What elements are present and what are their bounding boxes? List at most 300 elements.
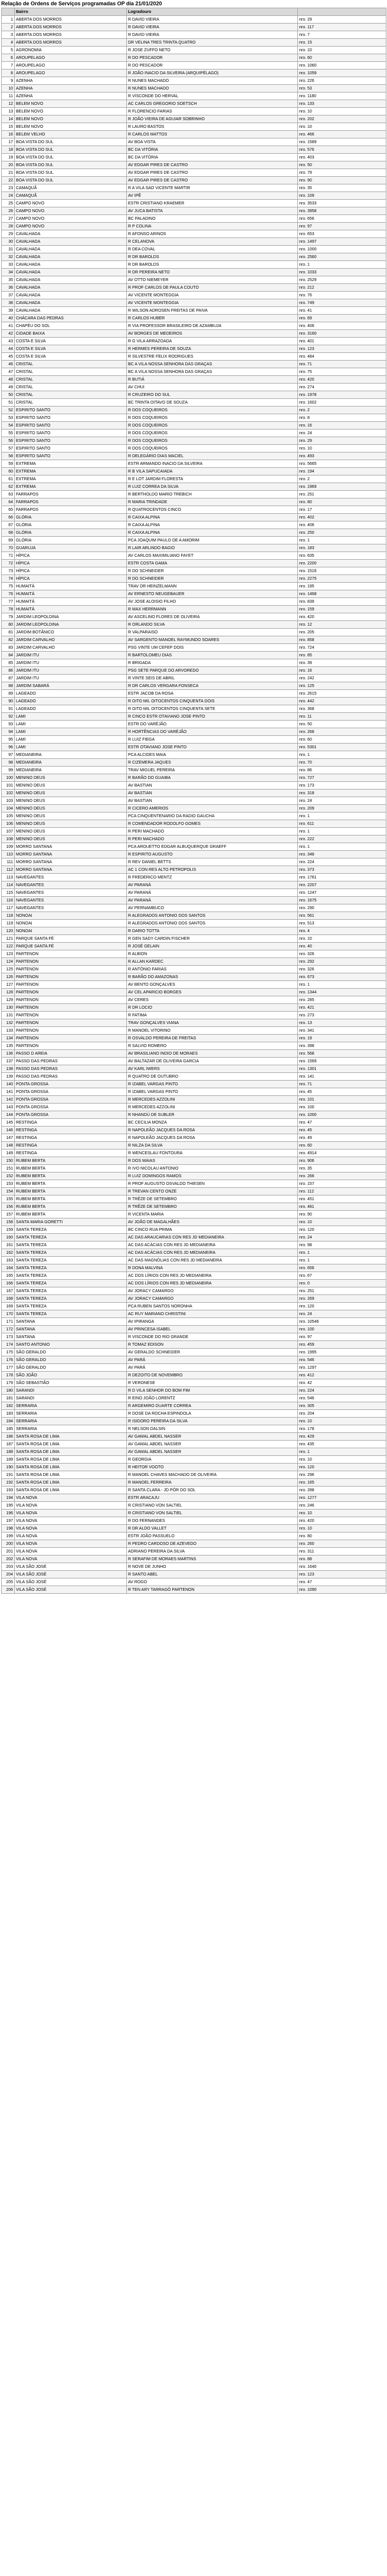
table-row xyxy=(2,981,386,989)
bairro-cell: MENINO DEUS xyxy=(15,774,127,782)
row-index: 69 xyxy=(2,537,15,544)
bairro-cell: CAVALHADA xyxy=(15,261,127,269)
bairro-cell: SANTA ROSA DE LIMA xyxy=(15,1471,127,1479)
number-cell: nro. 568 xyxy=(298,1050,386,1058)
row-index: 165 xyxy=(2,1272,15,1280)
table-row xyxy=(2,667,386,675)
number-cell: nro. 1995 xyxy=(298,1349,386,1356)
number-cell: nro. 76 xyxy=(298,292,386,299)
number-cell: nro. 50 xyxy=(298,161,386,169)
header-row xyxy=(2,8,386,16)
bairro-cell: MEDIANEIRA xyxy=(15,759,127,767)
table-row xyxy=(2,261,386,269)
logradouro-cell: ESTR JOÃO PASSUELO xyxy=(127,1533,298,1540)
bairro-cell: ABERTA DOS MORROS xyxy=(15,24,127,31)
number-cell: nro. 10 xyxy=(298,108,386,115)
bairro-cell: SANTA ROSA DE LIMA xyxy=(15,1487,127,1494)
logradouro-cell: AV PARANÁ xyxy=(127,897,298,904)
row-index: 45 xyxy=(2,353,15,361)
table-row xyxy=(2,866,386,874)
table-row xyxy=(2,24,386,31)
number-cell: nro. 421 xyxy=(298,1004,386,1012)
logradouro-cell: R DAVID VIEIRA xyxy=(127,31,298,39)
logradouro-cell: R OITO MIL OITOCENTOS CINQUENTA SETE xyxy=(127,705,298,713)
number-cell: nro. 1 xyxy=(298,813,386,820)
bairro-cell: CAMPO NOVO xyxy=(15,207,127,215)
number-cell: nro. 88 xyxy=(298,1555,386,1563)
number-cell: nro. 10 xyxy=(298,1418,386,1425)
number-cell: nro. 209 xyxy=(298,805,386,813)
logradouro-cell: AC DAS ARAUCARIAS CON RES JD MEDIANEIRA xyxy=(127,1234,298,1241)
table-row xyxy=(2,1280,386,1287)
bairro-cell: SANTA TEREZA xyxy=(15,1272,127,1280)
number-cell: nro. 97 xyxy=(298,1333,386,1341)
bairro-cell: PARTENON xyxy=(15,1019,127,1027)
number-cell: nro. 348 xyxy=(298,851,386,858)
logradouro-cell: BC A VILA NOSSA SENHORA DAS GRAÇAS xyxy=(127,361,298,368)
row-index: 83 xyxy=(2,644,15,652)
bairro-cell: RESTINGA xyxy=(15,1150,127,1157)
table-row xyxy=(2,131,386,138)
number-cell: nro. 420 xyxy=(298,1517,386,1525)
row-index: 89 xyxy=(2,690,15,698)
number-cell: nro. 10 xyxy=(298,445,386,453)
number-cell: nro. 24 xyxy=(298,797,386,805)
logradouro-cell: R BUTIÁ xyxy=(127,376,298,384)
logradouro-cell: R PROF AUGUSTO OSVALDO THIESEN xyxy=(127,1180,298,1188)
bairro-cell: MEDIANEIRA xyxy=(15,767,127,774)
bairro-cell: HÍPICA xyxy=(15,575,127,583)
logradouro-cell: AV JUCA BATISTA xyxy=(127,207,298,215)
row-index: 28 xyxy=(2,223,15,230)
logradouro-cell: AV CERES xyxy=(127,996,298,1004)
bairro-cell: BELEM NOVO xyxy=(15,100,127,108)
row-index: 174 xyxy=(2,1341,15,1349)
table-row xyxy=(2,1195,386,1203)
table-row xyxy=(2,169,386,177)
bairro-cell: HUMAITÁ xyxy=(15,598,127,606)
bairro-cell: AZENHA xyxy=(15,93,127,100)
row-index: 149 xyxy=(2,1150,15,1157)
table-row xyxy=(2,774,386,782)
table-row xyxy=(2,675,386,682)
bairro-cell: RUBEM BERTA xyxy=(15,1157,127,1165)
bairro-cell: CAMPO NOVO xyxy=(15,200,127,207)
row-index: 105 xyxy=(2,813,15,820)
row-index: 123 xyxy=(2,950,15,958)
bairro-cell: CAMPO NOVO xyxy=(15,223,127,230)
row-index: 155 xyxy=(2,1195,15,1203)
bairro-cell: BOA VISTA DO SUL xyxy=(15,146,127,154)
bairro-cell: GLÓRIA xyxy=(15,529,127,537)
bairro-cell: JARDIM ITU xyxy=(15,675,127,682)
table-row xyxy=(2,1211,386,1218)
number-cell: nro. 98 xyxy=(298,1241,386,1249)
number-cell: nro. 1 xyxy=(298,1448,386,1456)
logradouro-cell: AV BRASILIANO INDIO DE MORAES xyxy=(127,1050,298,1058)
bairro-cell: COSTA E SILVA xyxy=(15,345,127,353)
bairro-cell: PASSO DAS PEDRAS xyxy=(15,1058,127,1065)
bairro-cell: VILA SÃO JOSÉ xyxy=(15,1571,127,1578)
logradouro-cell: ESTR ARACAJU xyxy=(127,1494,298,1502)
logradouro-cell: R ANTÔNIO FARIAS xyxy=(127,966,298,973)
bairro-cell: PARTENON xyxy=(15,973,127,981)
number-cell: nro. 49 xyxy=(298,1134,386,1142)
table-row xyxy=(2,299,386,307)
table-row xyxy=(2,1096,386,1104)
number-cell: nro. 326 xyxy=(298,966,386,973)
number-cell: nro. 250 xyxy=(298,529,386,537)
bairro-cell: HUMAITÁ xyxy=(15,590,127,598)
logradouro-cell: R VISCONDE DO RIO GRANDE xyxy=(127,1333,298,1341)
table-row xyxy=(2,1119,386,1127)
number-cell: nro. 35 xyxy=(298,184,386,192)
number-cell: nro. 1497 xyxy=(298,238,386,246)
number-cell: nro. 10 xyxy=(298,1456,386,1464)
row-index: 21 xyxy=(2,169,15,177)
bairro-cell: SANTO ANTONIO xyxy=(15,1341,127,1349)
bairro-cell: JARDIM LEOPOLDINA xyxy=(15,621,127,629)
number-cell: nro. 1 xyxy=(298,843,386,851)
bairro-cell: JARDIM ITU xyxy=(15,652,127,659)
bairro-cell: ESPIRITO SANTO xyxy=(15,430,127,437)
logradouro-cell: R BARÃO DO AMAZONAS xyxy=(127,973,298,981)
number-cell: nro. 420 xyxy=(298,613,386,621)
row-index: 75 xyxy=(2,583,15,590)
row-index: 31 xyxy=(2,246,15,253)
number-cell: nro. 69 xyxy=(298,315,386,322)
table-row xyxy=(2,1510,386,1517)
number-cell: nro. 222 xyxy=(298,835,386,843)
row-index: 29 xyxy=(2,230,15,238)
logradouro-cell: R EINO JOÃO LORENTZ xyxy=(127,1395,298,1402)
bairro-cell: SANTA ROSA DE LIMA xyxy=(15,1448,127,1456)
number-cell: nro. 24 xyxy=(298,1310,386,1318)
bairro-cell: SERRARIA xyxy=(15,1425,127,1433)
logradouro-cell: R JOSÉ GELAIN xyxy=(127,943,298,950)
number-cell: nro. 1569 xyxy=(298,1058,386,1065)
bairro-cell: PASSO DAS PEDRAS xyxy=(15,1065,127,1073)
number-cell: nro. 1 xyxy=(298,981,386,989)
bairro-cell: VILA NOVA xyxy=(15,1510,127,1517)
logradouro-cell: R CARLOS HUBER xyxy=(127,315,298,322)
logradouro-cell: R DOS COQUEIROS xyxy=(127,437,298,445)
number-cell: nro. 242 xyxy=(298,675,386,682)
table-row xyxy=(2,100,386,108)
number-cell: nro. 3160 xyxy=(298,330,386,338)
logradouro-cell: R DAVID VIEIRA xyxy=(127,16,298,24)
bairro-cell: LAGEADO xyxy=(15,690,127,698)
number-cell: nro. 2615 xyxy=(298,690,386,698)
number-cell: nro. 224 xyxy=(298,858,386,866)
logradouro-cell: PCA CINQUENTENARIO DA RADIO GAUCHA xyxy=(127,813,298,820)
table-row xyxy=(2,483,386,491)
logradouro-cell: R PERI MACHADO xyxy=(127,835,298,843)
logradouro-cell: R D VILA SENHOR DO BOM FIM xyxy=(127,1387,298,1395)
bairro-cell: CAMPO NOVO xyxy=(15,215,127,223)
number-cell: nro. 157 xyxy=(298,1180,386,1188)
bairro-cell: PARTENON xyxy=(15,989,127,996)
bairro-cell: LAMI xyxy=(15,728,127,736)
table-row xyxy=(2,790,386,797)
bairro-cell: RESTINGA xyxy=(15,1142,127,1150)
bairro-cell: SANTA ROSA DE LIMA xyxy=(15,1456,127,1464)
number-cell: nro. 653 xyxy=(298,230,386,238)
bairro-cell: MORRO SANTANA xyxy=(15,843,127,851)
number-cell: nro. 341 xyxy=(298,1027,386,1035)
table-row xyxy=(2,575,386,583)
bairro-cell: SANTA ROSA DE LIMA xyxy=(15,1433,127,1441)
table-row xyxy=(2,184,386,192)
row-index: 64 xyxy=(2,498,15,506)
table-row xyxy=(2,115,386,123)
logradouro-cell: R MAX HERRMANN xyxy=(127,606,298,613)
bairro-cell: PARTENON xyxy=(15,996,127,1004)
row-index: 198 xyxy=(2,1525,15,1533)
bairro-cell: CRISTAL xyxy=(15,368,127,376)
row-index: 80 xyxy=(2,621,15,629)
row-index: 203 xyxy=(2,1563,15,1571)
bairro-cell: CAVALHADA xyxy=(15,253,127,261)
logradouro-cell: PCA JOAQUIM PAULO DE A AMORIM xyxy=(127,537,298,544)
number-cell: nro. 546 xyxy=(298,1395,386,1402)
row-index: 40 xyxy=(2,315,15,322)
table-row xyxy=(2,246,386,253)
table-row xyxy=(2,460,386,468)
number-cell: nro. 97 xyxy=(298,223,386,230)
row-index: 18 xyxy=(2,146,15,154)
logradouro-cell: AV PRINCESA ISABEL xyxy=(127,1326,298,1333)
row-index: 3 xyxy=(2,31,15,39)
table-row xyxy=(2,1326,386,1333)
number-cell: nro. 246 xyxy=(298,1502,386,1510)
row-index: 43 xyxy=(2,338,15,345)
row-index: 23 xyxy=(2,184,15,192)
logradouro-cell: R ALEGRADOS ANTONIO DOS SANTOS xyxy=(127,912,298,920)
row-index: 134 xyxy=(2,1035,15,1042)
row-index: 65 xyxy=(2,506,15,514)
number-cell: nro. 1640 xyxy=(298,1563,386,1571)
logradouro-cell: AC DOS LÍRIOS CON RES JD MEDIANEIRA xyxy=(127,1272,298,1280)
table-row xyxy=(2,315,386,322)
row-index: 68 xyxy=(2,529,15,537)
bairro-cell: CAVALHADA xyxy=(15,246,127,253)
logradouro-cell: AV IPIRANGA xyxy=(127,1318,298,1326)
row-index: 99 xyxy=(2,767,15,774)
row-index: 62 xyxy=(2,483,15,491)
row-index: 204 xyxy=(2,1571,15,1578)
logradouro-cell: ESTR COSTA GAMA xyxy=(127,560,298,567)
logradouro-cell: AV BASTIAN xyxy=(127,790,298,797)
table-row xyxy=(2,966,386,973)
number-cell: nro. 47 xyxy=(298,1119,386,1127)
row-index: 195 xyxy=(2,1502,15,1510)
logradouro-cell: R BERTHOLDO MARIO TREBICH xyxy=(127,491,298,498)
row-index: 113 xyxy=(2,874,15,881)
bairro-cell: SANTANA xyxy=(15,1318,127,1326)
logradouro-cell: R ISIDORO PEREIRA DA SILVA xyxy=(127,1418,298,1425)
row-index: 73 xyxy=(2,567,15,575)
number-cell: nro. 112 xyxy=(298,1188,386,1195)
bairro-cell: JARDIM ITU xyxy=(15,667,127,675)
number-cell: nro. 1297 xyxy=(298,1364,386,1372)
logradouro-cell: R ALLAN KARDEC xyxy=(127,958,298,966)
table-row xyxy=(2,843,386,851)
row-index: 109 xyxy=(2,843,15,851)
number-cell: nro. 561 xyxy=(298,912,386,920)
bairro-cell: PARTENON xyxy=(15,981,127,989)
logradouro-cell: R DR LOCIO xyxy=(127,1004,298,1012)
bairro-cell: SANTA TEREZA xyxy=(15,1249,127,1257)
row-index: 128 xyxy=(2,989,15,996)
logradouro-cell: R LUIZ CORREA DA SILVA xyxy=(127,483,298,491)
row-index: 140 xyxy=(2,1081,15,1088)
table-row xyxy=(2,1372,386,1379)
logradouro-cell: R OITO MIL OITOCENTOS CINQUENTA DOIS xyxy=(127,698,298,705)
bairro-cell: NAVEGANTES xyxy=(15,874,127,881)
table-row xyxy=(2,1586,386,1594)
table-row xyxy=(2,973,386,981)
bairro-cell: RUBEM BERTA xyxy=(15,1203,127,1211)
logradouro-cell: R CRUZEIRO DO SUL xyxy=(127,391,298,399)
logradouro-cell: R NAPOLEÃO JACQUES DA ROSA xyxy=(127,1134,298,1142)
table-row xyxy=(2,1088,386,1096)
number-cell: nro. 305 xyxy=(298,1402,386,1410)
number-cell: nro. 16 xyxy=(298,667,386,675)
bairro-cell: PARTENON xyxy=(15,950,127,958)
logradouro-cell: R CIZEMERA JAQUES xyxy=(127,759,298,767)
bairro-cell: SANTA ROSA DE LIMA xyxy=(15,1479,127,1487)
table-row xyxy=(2,77,386,85)
row-index: 182 xyxy=(2,1402,15,1410)
table-row xyxy=(2,1058,386,1065)
number-cell: nro. 13 xyxy=(298,1019,386,1027)
logradouro-cell: R DOS MAIAS xyxy=(127,1157,298,1165)
bairro-cell: AGRONOMIA xyxy=(15,47,127,54)
logradouro-cell: R DR PEREIRA NETO xyxy=(127,269,298,276)
number-cell: nro. 1 xyxy=(298,828,386,835)
logradouro-cell: R CAIXA ALPINA xyxy=(127,521,298,529)
logradouro-cell: PSG SETE PARQUE DO ARVOREDO xyxy=(127,667,298,675)
logradouro-cell: R TRÊZE DE SETEMBRO xyxy=(127,1203,298,1211)
table-body xyxy=(2,16,386,1594)
logradouro-cell: PCA ALCIDES MAIA xyxy=(127,751,298,759)
bairro-cell: AROUPELAGO xyxy=(15,54,127,62)
row-index: 185 xyxy=(2,1425,15,1433)
bairro-cell: SANTANA xyxy=(15,1333,127,1341)
logradouro-cell: AC DAS MAGNÓLIAS CON RES JD MEDIANEIRA xyxy=(127,1257,298,1264)
logradouro-cell: R IZABEL VARGAS PINTO xyxy=(127,1088,298,1096)
table-row xyxy=(2,1418,386,1425)
row-index: 76 xyxy=(2,590,15,598)
row-index: 166 xyxy=(2,1280,15,1287)
bairro-cell: RUBEM BERTA xyxy=(15,1180,127,1188)
row-index: 27 xyxy=(2,215,15,223)
logradouro-cell: AC 1 CON RES ALTO PETROPOLIS xyxy=(127,866,298,874)
number-cell: nro. 86 xyxy=(298,767,386,774)
bairro-cell: CHAPÉU DO SOL xyxy=(15,322,127,330)
row-index: 4 xyxy=(2,39,15,47)
bairro-cell: HUMAITÁ xyxy=(15,583,127,590)
number-cell: nro. 85 xyxy=(298,652,386,659)
row-index: 106 xyxy=(2,820,15,828)
table-row xyxy=(2,958,386,966)
bairro-cell: PONTA GROSSA xyxy=(15,1088,127,1096)
bairro-cell: PONTA GROSSA xyxy=(15,1104,127,1111)
logradouro-cell: R DO SCHNEIDER xyxy=(127,575,298,583)
logradouro-cell: R BRIGADA xyxy=(127,659,298,667)
bairro-cell: LAGEADO xyxy=(15,698,127,705)
number-cell: nro. 45 xyxy=(298,1088,386,1096)
number-cell: nro. 101 xyxy=(298,1096,386,1104)
number-cell: nro. 123 xyxy=(298,345,386,353)
table-row xyxy=(2,1548,386,1555)
row-index: 100 xyxy=(2,774,15,782)
number-cell: nro. 749 xyxy=(298,299,386,307)
logradouro-cell: AV PARÁ xyxy=(127,1364,298,1372)
bairro-cell: JARDIM LEOPOLDINA xyxy=(15,613,127,621)
number-cell: nro. 90 xyxy=(298,177,386,184)
logradouro-cell: R JOÃO VIEIRA DE AGUIAR SOBRINHO xyxy=(127,115,298,123)
logradouro-cell: R SANTO ABEL xyxy=(127,1571,298,1578)
table-row xyxy=(2,177,386,184)
logradouro-cell: R FLORENCIO FARIAS xyxy=(127,108,298,115)
bairro-cell: SANTA TEREZA xyxy=(15,1234,127,1241)
header-bairro: Bairro xyxy=(15,8,127,16)
bairro-cell: SÃO SEBASTIÃO xyxy=(15,1379,127,1387)
number-cell: nro. 435 xyxy=(298,1441,386,1448)
table-row xyxy=(2,659,386,667)
table-row xyxy=(2,935,386,943)
bairro-cell: EXTREMA xyxy=(15,460,127,468)
bairro-cell: RESTINGA xyxy=(15,1119,127,1127)
logradouro-cell: AV CARLOS MAXIMILIANO FAYET xyxy=(127,552,298,560)
number-cell: nro. 727 xyxy=(298,774,386,782)
row-index: 153 xyxy=(2,1180,15,1188)
logradouro-cell: AV JORACY CAMARGO xyxy=(127,1287,298,1295)
bairro-cell: ESPIRITO SANTO xyxy=(15,453,127,460)
bairro-cell: CAVALHADA xyxy=(15,230,127,238)
bairro-cell: SANTA TEREZA xyxy=(15,1241,127,1249)
row-index: 77 xyxy=(2,598,15,606)
row-index: 122 xyxy=(2,943,15,950)
table-row xyxy=(2,322,386,330)
number-cell: nro. 420 xyxy=(298,376,386,384)
table-row xyxy=(2,514,386,521)
row-index: 82 xyxy=(2,636,15,644)
number-cell: nro. 442 xyxy=(298,698,386,705)
table-row xyxy=(2,835,386,843)
bairro-cell: CRISTAL xyxy=(15,399,127,407)
number-cell: nro. 2529 xyxy=(298,276,386,284)
table-row xyxy=(2,1241,386,1249)
number-cell: nro. 251 xyxy=(298,1287,386,1295)
number-cell: nro. 724 xyxy=(298,644,386,652)
number-cell: nro. 3958 xyxy=(298,207,386,215)
logradouro-cell: AV PARANÁ xyxy=(127,889,298,897)
logradouro-cell: R BARTOLOMEU DIAS xyxy=(127,652,298,659)
table-row xyxy=(2,62,386,70)
row-index: 10 xyxy=(2,85,15,93)
bairro-cell: BOA VISTA DO SUL xyxy=(15,154,127,161)
logradouro-cell: R VIA PROFESSOR BRASILEIRO DE AZAMBUJA xyxy=(127,322,298,330)
bairro-cell: VILA NOVA xyxy=(15,1533,127,1540)
logradouro-cell: R WENCESLAU FONTOURA xyxy=(127,1150,298,1157)
logradouro-cell: AC RUY MARIANO CHRISTINI xyxy=(127,1310,298,1318)
bairro-cell: PARTENON xyxy=(15,1004,127,1012)
number-cell: nro. 12 xyxy=(298,621,386,629)
table-row xyxy=(2,269,386,276)
